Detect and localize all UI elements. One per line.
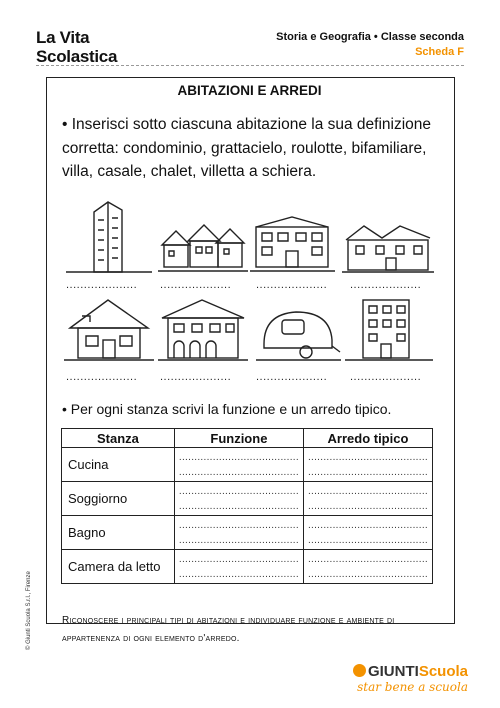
skyscraper-drawing (64, 200, 154, 275)
rooms-table (61, 428, 433, 584)
condominium-drawing (345, 294, 433, 364)
subject-label: Storia e Geografia • Classe seconda (276, 31, 464, 43)
brand-name-b: Scuola (418, 663, 468, 680)
table-row (62, 448, 433, 482)
room-name: Bagno (62, 516, 175, 550)
room-name: Soggiorno (62, 482, 175, 516)
function-blank[interactable]: ....................................... ....................................... (174, 482, 303, 516)
room-name: Cucina (62, 448, 175, 482)
room-name: Camera da letto (62, 550, 175, 584)
column-header-funzione: Funzione (174, 429, 303, 448)
exercise-2-instruction: • Per ogni stanza scrivi la funzione e un arredo tipico. (62, 401, 392, 417)
furniture-blank[interactable]: ....................................... ....................................... (303, 448, 432, 482)
brand-name-a: GIUNTI (367, 663, 419, 680)
logo-line-2: Scolastica (36, 47, 118, 66)
table-row (62, 516, 433, 550)
sheet-label: Scheda F (415, 46, 464, 58)
header-info (276, 30, 464, 60)
logo-line-1: La Vita (36, 28, 90, 47)
answer-blank-5[interactable]: .................... (66, 371, 138, 383)
publisher-brand (353, 663, 468, 694)
answer-blank-7[interactable]: .................... (256, 371, 328, 383)
header-divider (36, 65, 464, 66)
answer-blank-2[interactable]: .................... (160, 279, 232, 291)
copyright-notice: © Giunti Scuola S.r.l., Firenze (26, 571, 32, 650)
column-header-arredo: Arredo tipico (303, 429, 432, 448)
caravan-drawing (256, 300, 341, 364)
giunti-logo-icon (353, 664, 366, 677)
brand-tagline: star bene a scuola (357, 680, 468, 694)
answer-blank-4[interactable]: .................... (350, 279, 422, 291)
answer-blank-8[interactable]: .................... (350, 371, 422, 383)
function-blank[interactable]: ....................................... ....................................... (174, 448, 303, 482)
farmhouse-drawing (342, 218, 434, 275)
answer-blank-6[interactable]: .................... (160, 371, 232, 383)
furniture-blank[interactable]: ....................................... ....................................... (303, 516, 432, 550)
villa-drawing (158, 296, 248, 364)
furniture-blank[interactable]: ....................................... ....................................... (303, 550, 432, 584)
chalet-drawing (64, 296, 154, 364)
column-header-stanza: Stanza (62, 429, 175, 448)
table-row (62, 550, 433, 584)
function-blank[interactable]: ....................................... ....................................... (174, 550, 303, 584)
answer-blank-3[interactable]: .................... (256, 279, 328, 291)
logo (36, 28, 117, 66)
furniture-blank[interactable]: ....................................... ....................................... (303, 482, 432, 516)
function-blank[interactable]: ....................................... ....................................... (174, 516, 303, 550)
terraced-houses-drawing (158, 215, 248, 275)
table-header-row (62, 429, 433, 448)
apartment-building-drawing (250, 213, 335, 275)
answer-blank-1[interactable]: .................... (66, 279, 138, 291)
table-row (62, 482, 433, 516)
learning-objective: Riconoscere i principali tipi di abitazioni e individuare funzione e ambiente di appartenenza di ogni elemento d'arredo. (62, 615, 395, 644)
exercise-1-instruction: • Inserisci sotto ciascuna abitazione la sua definizione corretta: condominio, grattacielo, roulotte, bifamiliare, villa, casale, chalet, villetta a schiera. (62, 116, 432, 180)
page-title: ABITAZIONI E ARREDI (177, 83, 322, 98)
